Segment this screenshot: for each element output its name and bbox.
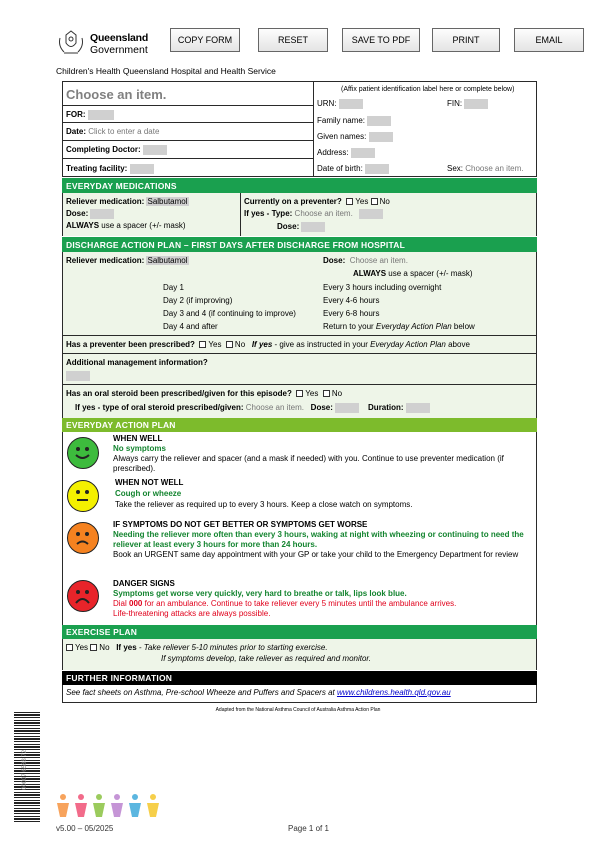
when-not-well-heading: WHEN NOT WELL xyxy=(115,478,184,487)
danger-signs-heading: DANGER SIGNS xyxy=(113,579,175,588)
symptoms-worse-heading: IF SYMPTOMS DO NOT GET BETTER OR SYMPTOMS GET WORSE xyxy=(113,520,368,529)
danger-life-text: Life-threatening attacks are always possible. xyxy=(113,609,271,618)
schedule-day-3: Day 3 and 4 (if continuing to improve) xyxy=(163,309,296,318)
when-well-heading: WHEN WELL xyxy=(113,434,163,443)
action-plan-header: EVERYDAY ACTION PLAN xyxy=(62,418,537,432)
concerned-face-icon xyxy=(67,522,99,554)
logo-line1: Queensland xyxy=(90,32,149,44)
exercise-plan-panel xyxy=(62,639,537,670)
affix-label: (Affix patient identification label here or complete below) xyxy=(341,86,515,93)
save-to-pdf-button[interactable]: SAVE TO PDF xyxy=(342,28,420,52)
exercise-line2: If symptoms develop, take reliever as required and monitor. xyxy=(161,654,372,663)
schedule-day-4: Day 4 and after xyxy=(163,322,218,331)
exercise-plan-header: EXERCISE PLAN xyxy=(62,625,537,639)
urn-field[interactable]: URN: xyxy=(317,99,363,109)
discharge-spacer-note: ALWAYS use a spacer (+/- mask) xyxy=(353,269,473,278)
reset-button[interactable]: RESET xyxy=(258,28,328,52)
exercise-no-checkbox[interactable] xyxy=(90,644,97,651)
oral-steroid-question[interactable]: Has an oral steroid been prescribed/given for this episode? Yes No xyxy=(66,389,343,398)
sex-field[interactable]: Sex: Choose an item. xyxy=(447,164,524,173)
copy-form-button[interactable]: COPY FORM xyxy=(170,28,240,52)
danger-dial-text: Dial 000 for an ambulance. Continue to take reliever every 5 minutes until the ambulance arrives. xyxy=(113,599,457,608)
treating-facility-field[interactable]: Treating facility: xyxy=(66,164,154,174)
page-number: Page 1 of 1 xyxy=(288,824,329,833)
schedule-day-1: Day 1 xyxy=(163,283,184,292)
when-not-well-sub: Cough or wheeze xyxy=(115,489,182,498)
discharge-preventer-yes-checkbox[interactable] xyxy=(199,341,206,348)
completing-doctor-field[interactable]: Completing Doctor: xyxy=(66,145,167,155)
schedule-freq-2: Every 4-6 hours xyxy=(323,296,380,305)
date-field[interactable]: Date: Click to enter a date xyxy=(66,127,160,136)
childrens-health-link[interactable]: www.childrens.health.qld.gov.au xyxy=(336,688,451,697)
spacer-note: ALWAYS use a spacer (+/- mask) xyxy=(66,221,186,230)
reliever-medication[interactable]: Reliever medication: Salbutamol xyxy=(66,197,188,206)
barcode-number: 00007 6588 72 xyxy=(22,749,28,790)
discharge-plan-header: DISCHARGE ACTION PLAN – FIRST DAYS AFTER DISCHARGE FROM HOSPITAL xyxy=(62,237,537,252)
children-figures-icon xyxy=(55,793,165,819)
discharge-dose[interactable]: Dose: Choose an item. xyxy=(323,256,408,265)
discharge-plan-panel xyxy=(62,252,537,418)
when-well-sub: No symptoms xyxy=(113,444,166,453)
version: v5.00 – 05/2025 xyxy=(56,824,114,833)
happy-face-icon xyxy=(67,437,99,469)
symptoms-worse-sub: Needing the reliever more often than every 3 hours, waking at night with wheezing or continuing to need the reliever at least every 3 hours for more than 24 hours. xyxy=(113,530,524,549)
service-name: Children's Health Queensland Hospital and Health Service xyxy=(56,66,276,76)
steroid-yes-checkbox[interactable] xyxy=(296,390,303,397)
sad-face-icon xyxy=(67,580,99,612)
additional-management-field[interactable] xyxy=(66,371,90,381)
schedule-freq-1: Every 3 hours including overnight xyxy=(323,283,442,292)
preventer-yes-checkbox[interactable] xyxy=(346,198,353,205)
dob-field[interactable]: Date of birth: xyxy=(317,164,389,174)
further-info-panel: See fact sheets on Asthma, Pre-school Wheeze and Puffers and Spacers at www.childrens.health.qld.gov.au xyxy=(62,685,537,703)
when-well-text: Always carry the reliever and spacer (and a mask if needed) with you. Continue to use preventer medication (if prescribed). xyxy=(113,454,504,473)
symptoms-worse-text: Book an URGENT same day appointment with your GP or take your child to the Emergency Department for review xyxy=(113,550,519,559)
schedule-day-2: Day 2 (if improving) xyxy=(163,296,233,305)
oral-steroid-type[interactable]: If yes - type of oral steroid prescribed/given: Choose an item. Dose: Duration: xyxy=(75,403,430,413)
action-plan-panel xyxy=(62,432,537,625)
qld-government-logo xyxy=(56,28,156,58)
family-name-field[interactable]: Family name: xyxy=(317,116,391,126)
everyday-medications-panel xyxy=(62,193,537,236)
preventer-question[interactable]: Currently on a preventer? Yes No xyxy=(244,197,390,206)
when-not-well-text: Take the reliever as required up to every 3 hours. Keep a close watch on symptoms. xyxy=(115,500,413,509)
preventer-type[interactable]: If yes - Type: Choose an item. xyxy=(244,209,383,219)
fin-field[interactable]: FIN: xyxy=(447,99,488,109)
choose-item-dropdown[interactable]: Choose an item. xyxy=(66,87,167,102)
coat-of-arms-icon xyxy=(56,28,86,58)
exercise-options[interactable]: Yes No If yes - Take reliever 5-10 minutes prior to starting exercise. xyxy=(66,643,328,652)
exercise-yes-checkbox[interactable] xyxy=(66,644,73,651)
preventer-dose[interactable]: Dose: xyxy=(277,222,325,232)
for-field[interactable]: FOR: xyxy=(66,110,114,120)
print-button[interactable]: PRINT xyxy=(432,28,500,52)
steroid-no-checkbox[interactable] xyxy=(323,390,330,397)
schedule-freq-4: Return to your Everyday Action Plan below xyxy=(323,322,475,331)
logo-line2: Government xyxy=(90,44,148,56)
preventer-no-checkbox[interactable] xyxy=(371,198,378,205)
reliever-dose[interactable]: Dose: xyxy=(66,209,114,219)
further-info-header: FURTHER INFORMATION xyxy=(62,671,537,685)
address-field[interactable]: Address: xyxy=(317,148,375,158)
additional-management-label: Additional management information? xyxy=(66,358,208,367)
given-names-field[interactable]: Given names: xyxy=(317,132,393,142)
patient-block xyxy=(62,81,537,177)
discharge-preventer-no-checkbox[interactable] xyxy=(226,341,233,348)
neutral-face-icon xyxy=(67,480,99,512)
discharge-reliever[interactable]: Reliever medication: Salbutamol xyxy=(66,256,188,265)
schedule-freq-3: Every 6-8 hours xyxy=(323,309,380,318)
danger-signs-sub: Symptoms get worse very quickly, very hard to breathe or talk, lips look blue. xyxy=(113,589,407,598)
adapted-note: Adapted from the National Asthma Council of Australia Asthma Action Plan xyxy=(215,707,381,713)
discharge-preventer-question[interactable]: Has a preventer been prescribed? Yes No If yes - give as instructed in your Everyday Action Plan above xyxy=(66,340,470,349)
email-button[interactable]: EMAIL xyxy=(514,28,584,52)
everyday-medications-header: EVERYDAY MEDICATIONS xyxy=(62,178,537,193)
